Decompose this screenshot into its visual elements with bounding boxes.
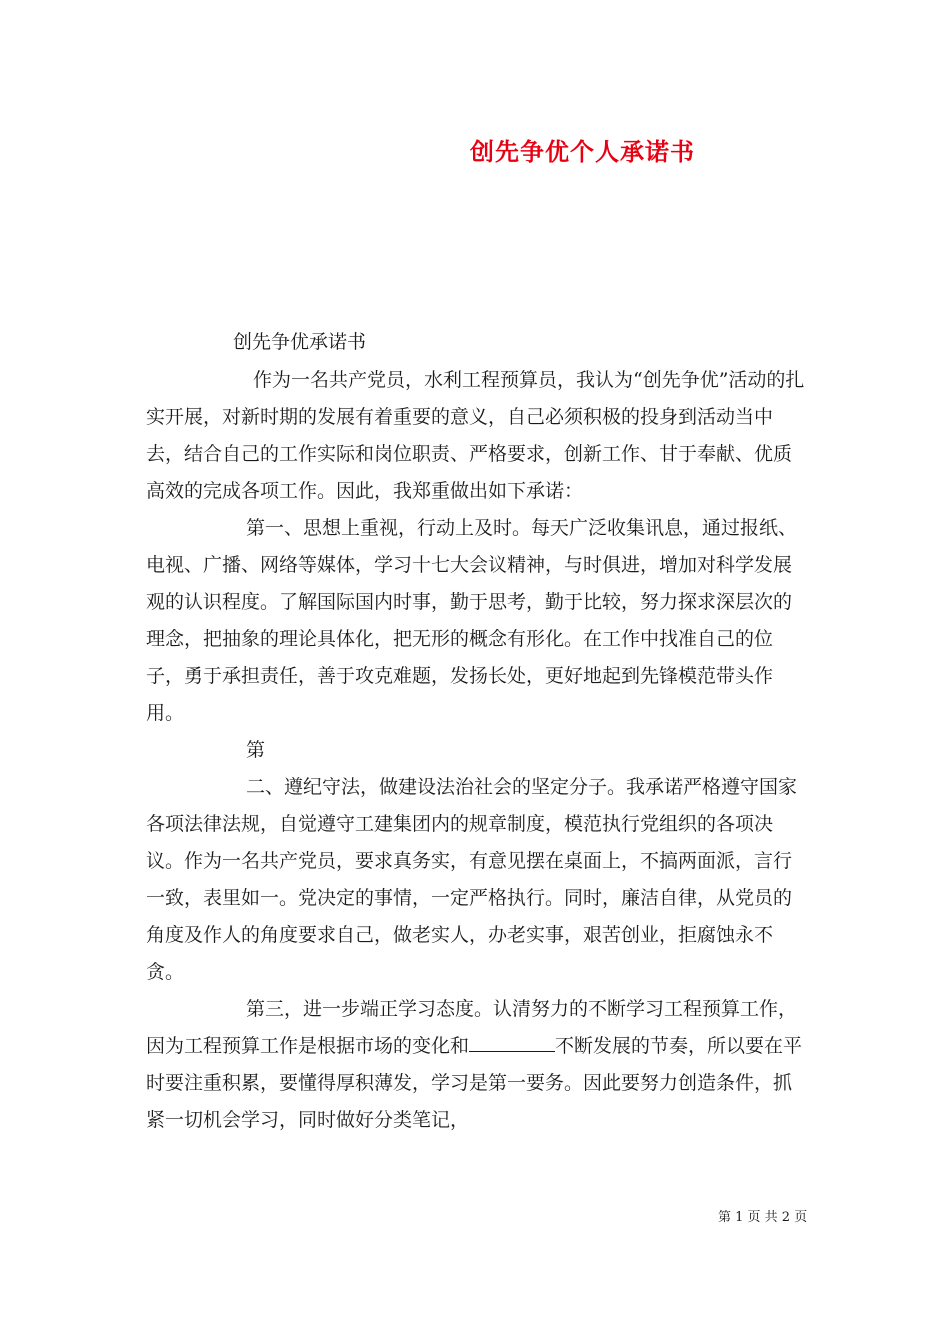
document-title: 创先争优个人承诺书 <box>470 137 695 166</box>
paragraph-third-part-2: 不断发展的节奏，所以要在平时要注重积累，要懂得厚积薄发，学习是第一要务。因此要努力创造条件，抓紧一切机会学习，同时做好分类笔记， <box>146 1035 803 1131</box>
paragraph-second: 二、遵纪守法，做建设法治社会的坚定分子。我承诺严格遵守国家各项法律法规，自觉遵守工建集团内的规章制度，模范执行党组织的各项决议。作为一名共产党员，要求真务实，有意见摆在桌面上，不搞两面派，言行一致，表里如一。党决定的事情，一定严格执行。同时，廉洁自律，从党员的角度及作人的角度要求自己，做老实人，办老实事，艰苦创业，拒腐蚀永不贪。 <box>146 776 798 983</box>
paragraph-first: 第一、思想上重视，行动上及时。每天广泛收集讯息，通过报纸、电视、广播、网络等媒体，学习十七大会议精神，与时俱进，增加对科学发展观的认识程度。了解国际国内时事，勤于思考，勤于比较，努力探求深层次的理念，把抽象的理论具体化，把无形的概念有形化。在工作中找准自己的位子，勇于承担责任，善于攻克难题，发扬长处，更好地起到先锋模范带头作用。 <box>146 517 798 724</box>
page-footer: 第 1 页 共 2 页 <box>718 1210 808 1225</box>
paragraph-third <box>146 991 810 1139</box>
document-subtitle: 创先争优承诺书 <box>233 331 367 353</box>
fill-in-blank <box>469 1032 555 1052</box>
paragraph-third-part-1: 第三，进一步端正学习态度。认清努力的不断学习工程预算工作，因为工程预算工作是根据市场的变化和 <box>146 998 798 1057</box>
paragraph-second-heading: 第 <box>246 739 266 761</box>
paragraph-intro: 作为一名共产党员，水利工程预算员，我认为“创先争优”活动的扎实开展，对新时期的发展有着重要的意义，自己必须积极的投身到活动当中去，结合自己的工作实际和岗位职责、严格要求，创新工作、甘于奉献、优质高效的完成各项工作。因此，我郑重做出如下承诺： <box>146 369 805 502</box>
document-body <box>146 362 810 1139</box>
